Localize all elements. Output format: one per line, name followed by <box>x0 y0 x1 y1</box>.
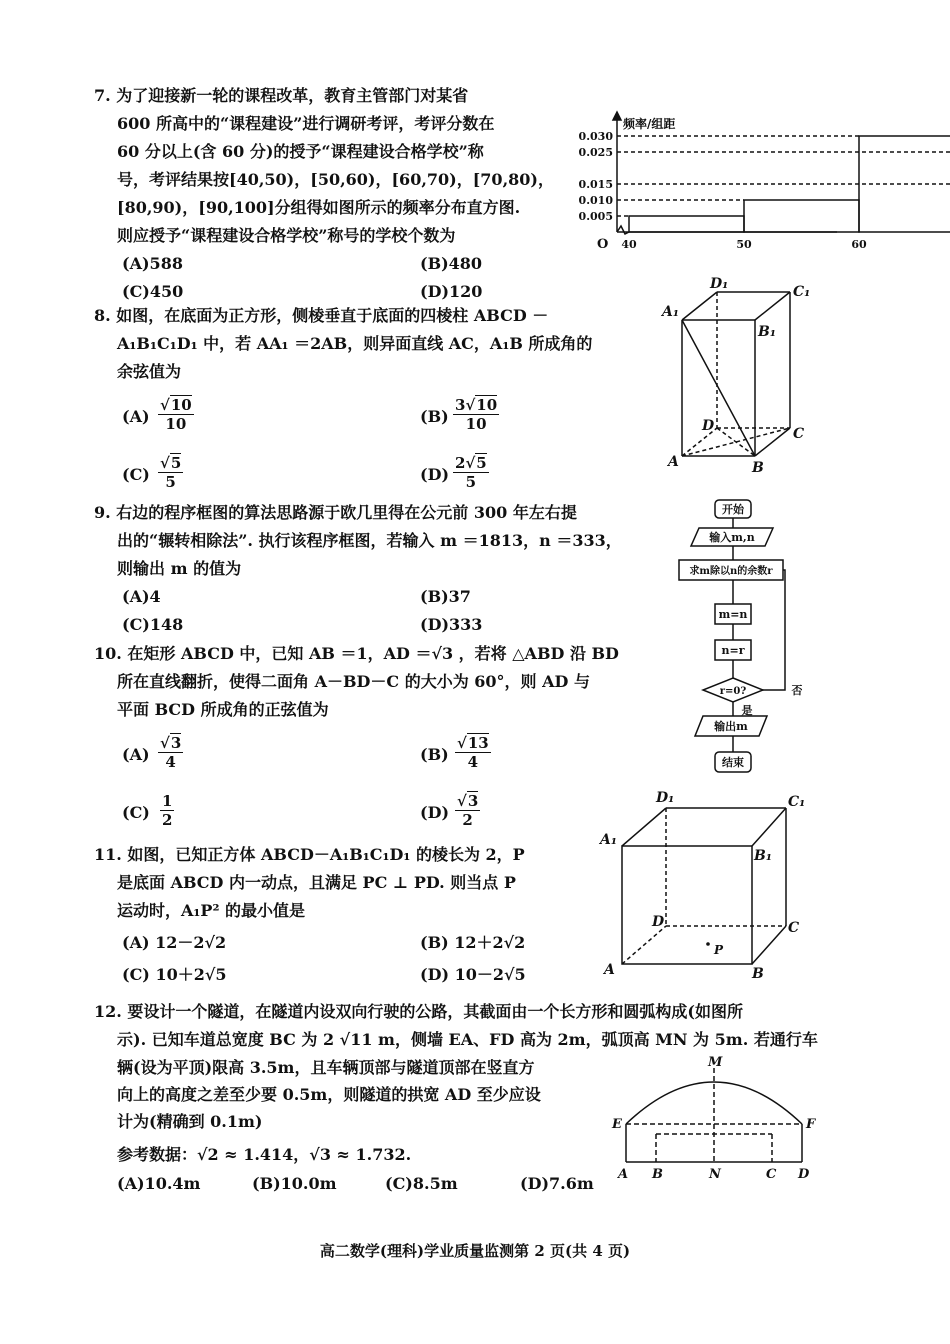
q8-option-c-label: (C) <box>122 465 150 484</box>
prism-label-a1: A₁ <box>662 304 679 320</box>
q12-option-c: (C)8.5m <box>385 1174 458 1193</box>
q10-line-2: 所在直线翻折，使得二面角 A－BD－C 的大小为 60°，则 AD 与 <box>117 672 590 691</box>
q7-option-b: (B)480 <box>420 254 483 273</box>
flow-output: 输出m <box>714 720 748 733</box>
flow-condition: r=0? <box>719 686 747 697</box>
cube-label-c: C <box>788 920 800 936</box>
q10-option-b-label: (B) <box>420 745 449 764</box>
q12-line-4: 向上的高度之差至少要 0.5m，则隧道的拱宽 AD 至少应设 <box>117 1085 541 1104</box>
q8-option-c-value: $\frac{√5}{5}$ <box>160 454 182 491</box>
q7-option-a: (A)588 <box>122 254 183 273</box>
q10-option-a-label: (A) <box>122 745 150 764</box>
q12-line-1: 12. 要设计一个隧道，在隧道内设双向行驶的公路，其截面由一个长方形和圆弧构成(如图所 <box>94 1002 743 1021</box>
cube-label-c1: C₁ <box>788 794 806 810</box>
q12-reference-data: 参考数据：√2 ≈ 1.414，√3 ≈ 1.732. <box>117 1145 412 1164</box>
q7-line-3: 60 分以上(含 60 分)的授予“课程建设合格学校”称 <box>117 142 484 161</box>
q7-line-4: 号，考评结果按[40,50)，[50,60)，[60,70)，[70,80)， <box>117 170 554 189</box>
q7-line-5: [80,90)，[90,100]分组得如图所示的频率分布直方图. <box>117 198 521 217</box>
q9-line-3: 则输出 m 的值为 <box>117 559 242 578</box>
x-tick-label-1: 40 <box>621 238 637 251</box>
flow-input: 输入m,n <box>709 531 755 544</box>
y-tick-label-4: 0.010 <box>578 194 613 207</box>
tunnel-label-e: E <box>612 1117 622 1132</box>
q10-option-a-value: $\frac{√3}{4}$ <box>160 734 182 771</box>
cube-label-p: P <box>714 943 724 957</box>
tunnel-label-m: M <box>708 1055 723 1070</box>
flow-end: 结束 <box>722 756 744 769</box>
q11-option-a: (A) 12－2√2 <box>122 933 227 952</box>
tunnel-label-b: B <box>652 1167 663 1182</box>
cube-figure <box>598 788 808 982</box>
flow-yes: 是 <box>741 704 753 717</box>
prism-label-d1: D₁ <box>710 276 729 292</box>
flow-step-m: m=n <box>718 608 748 621</box>
q11-line-3: 运动时，A₁P² 的最小值是 <box>117 901 306 920</box>
cube-label-a: A <box>604 962 615 978</box>
q9-line-1: 9. 右边的程序框图的算法思路源于欧几里得在公元前 300 年左右提 <box>94 503 577 522</box>
origin-label: O <box>597 237 609 252</box>
q9-line-2: 出的“辗转相除法”. 执行该程序框图，若输入 m ＝1813，n ＝333， <box>117 531 622 550</box>
prism-label-b1: B₁ <box>758 324 776 340</box>
flow-no: 否 <box>791 684 803 697</box>
q8-option-d-value: $\frac{2√5}{5}$ <box>455 454 487 491</box>
q11-line-2: 是底面 ABCD 内一动点，且满足 PC ⊥ PD. 则当点 P <box>117 873 516 892</box>
q9-option-a: (A)4 <box>122 587 161 606</box>
flow-step-n: n=r <box>721 644 745 657</box>
q8-option-d-label: (D) <box>420 465 450 484</box>
frequency-histogram <box>555 108 867 268</box>
q7-line-1: 7. 为了迎接新一轮的课程改革，教育主管部门对某省 <box>94 86 469 105</box>
q12-option-a: (A)10.4m <box>117 1174 201 1193</box>
cube-label-d1: D₁ <box>656 790 675 806</box>
flow-start: 开始 <box>722 503 744 516</box>
q8-line-1: 8. 如图，在底面为正方形，侧棱垂直于底面的四棱柱 ABCD － <box>94 306 549 325</box>
prism-label-a: A <box>668 454 679 470</box>
q10-option-d-value: $\frac{√3}{2}$ <box>457 792 479 829</box>
tunnel-label-a: A <box>618 1167 629 1182</box>
y-tick-label-1: 0.030 <box>578 130 613 143</box>
q8-line-2: A₁B₁C₁D₁ 中，若 AA₁ ＝2AB，则异面直线 AC，A₁B 所成角的 <box>117 334 593 353</box>
q12-line-5: 计为(精确到 0.1m) <box>117 1112 263 1131</box>
q11-line-1: 11. 如图，已知正方体 ABCD－A₁B₁C₁D₁ 的棱长为 2，P <box>94 845 525 864</box>
tunnel-label-d: D <box>798 1167 810 1182</box>
q10-line-1: 10. 在矩形 ABCD 中，已知 AB ＝1，AD ＝√3 ，若将 △ABD 沿 BD <box>94 644 619 663</box>
prism-label-c1: C₁ <box>793 284 811 300</box>
prism-figure <box>660 278 820 478</box>
cube-label-b: B <box>752 966 764 982</box>
q8-option-a-value: $\frac{√10}{10}$ <box>160 396 192 433</box>
flowchart <box>675 494 815 784</box>
q10-line-3: 平面 BCD 所成角的正弦值为 <box>117 700 329 719</box>
prism-label-b: B <box>752 460 764 476</box>
q9-option-b: (B)37 <box>420 587 471 606</box>
q10-option-c-label: (C) <box>122 803 150 822</box>
q8-option-a-label: (A) <box>122 407 150 426</box>
q12-line-3: 辆(设为平顶)限高 3.5m，且车辆顶部与隧道顶部在竖直方 <box>117 1058 535 1077</box>
y-tick-label-5: 0.005 <box>578 210 613 223</box>
tunnel-label-f: F <box>806 1117 816 1132</box>
q7-line-2: 600 所高中的“课程建设”进行调研考评，考评分数在 <box>117 114 495 133</box>
page-footer: 高二数学(理科)学业质量监测第 2 页(共 4 页) <box>319 1242 631 1260</box>
q11-option-c: (C) 10＋2√5 <box>122 965 227 984</box>
y-axis-label: 频率/组距 <box>623 117 676 131</box>
tunnel-label-c: C <box>766 1167 777 1182</box>
prism-label-d: D <box>702 418 715 434</box>
axis-break <box>617 226 629 234</box>
q9-option-d: (D)333 <box>420 615 483 634</box>
flow-step-remainder: 求m除以n的余数r <box>689 566 773 577</box>
cube-label-d: D <box>652 914 665 930</box>
q12-line-2: 示). 已知车道总宽度 BC 为 2 √11 m，侧墙 EA、FD 高为 2m，弧顶高 MN 为 5m. 若通行车 <box>117 1030 818 1049</box>
q11-option-d: (D) 10－2√5 <box>420 965 526 984</box>
x-tick-label-2: 50 <box>736 238 752 251</box>
q10-option-d-label: (D) <box>420 803 450 822</box>
y-tick-label-2: 0.025 <box>578 146 613 159</box>
q12-option-b: (B)10.0m <box>252 1174 337 1193</box>
y-axis-arrow <box>613 112 621 120</box>
q11-option-b: (B) 12＋2√2 <box>420 933 526 952</box>
q9-option-c: (C)148 <box>122 615 184 634</box>
prism-label-c: C <box>793 426 805 442</box>
q7-line-6: 则应授予“课程建设合格学校”称号的学校个数为 <box>117 226 456 245</box>
q8-line-3: 余弦值为 <box>117 362 182 381</box>
cube-label-b1: B₁ <box>754 848 772 864</box>
tunnel-label-n: N <box>709 1167 721 1182</box>
tunnel-figure <box>606 1050 826 1185</box>
q10-option-b-value: $\frac{√13}{4}$ <box>457 734 489 771</box>
y-tick-label-3: 0.015 <box>578 178 613 191</box>
histogram-bar-1 <box>629 216 744 232</box>
histogram-bar-2 <box>744 200 859 232</box>
q12-option-d: (D)7.6m <box>520 1174 594 1193</box>
q8-option-b-value: $\frac{3√10}{10}$ <box>455 396 498 433</box>
q7-option-c: (C)450 <box>122 282 184 301</box>
x-tick-label-3: 60 <box>851 238 867 251</box>
q8-option-b-label: (B) <box>420 407 449 426</box>
cube-label-a1: A₁ <box>600 832 617 848</box>
q7-option-d: (D)120 <box>420 282 483 301</box>
q10-option-c-value: $\frac{1}{2}$ <box>162 792 173 829</box>
